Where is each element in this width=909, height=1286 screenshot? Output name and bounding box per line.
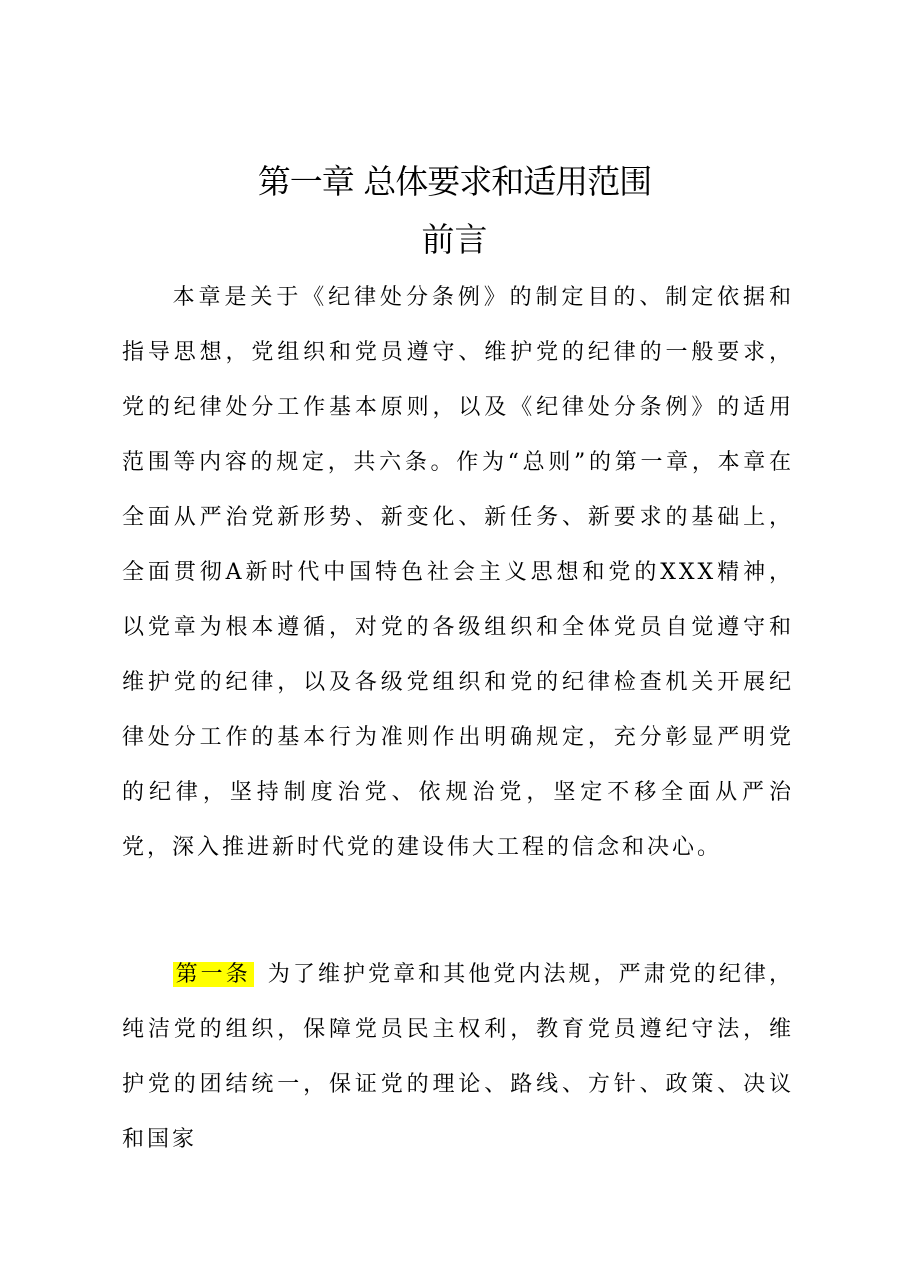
intro-paragraph: 本章是关于《纪律处分条例》的制定目的、制定依据和指导思想，党组织和党员遵守、维护党的纪律的一般要求，党的纪律处分工作基本原则，以及《纪律处分条例》的适用范围等内容的规定，共六条。作为“总则”的第一章，本章在全面从严治党新形势、新变化、新任务、新要求的基础上，全面贯彻A新时代中国特色社会主义思想和党的XXX精神，以党章为根本遵循，对党的各级组织和全体党员自觉遵守和维护党的纪律，以及各级党组织和党的纪律检查机关开展纪律处分工作的基本行为准则作出明确规定，充分彰显严明党的纪律，坚持制度治党、依规治党，坚定不移全面从严治党，深入推进新时代党的建设伟大工程的信念和决心。 [122,285,794,860]
article-1-label: 第一条 [173,962,254,987]
chapter-title: 第一章 总体要求和适用范围 [257,162,652,201]
article-1-text: 为了维护党章和其他党内法规，严肃党的纪律，纯洁党的组织，保障党员民主权利，教育党员遵纪守法，维护党的团结统一，保证党的理论、路线、方针、政策、决议和国家 [122,962,794,1152]
section-title: 前言 [421,220,488,259]
article-1-paragraph [122,947,794,1152]
